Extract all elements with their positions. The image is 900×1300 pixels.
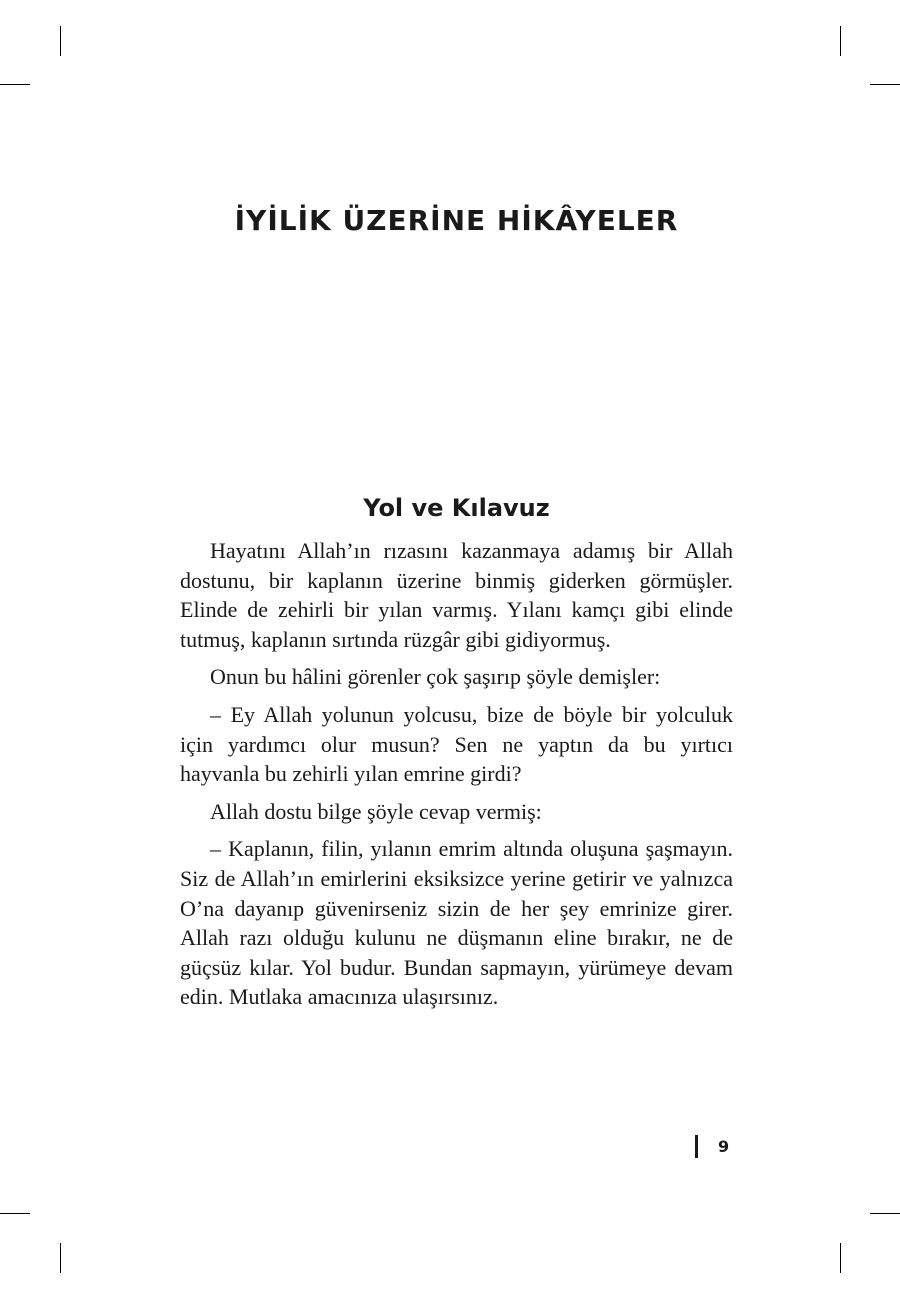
page-number: 9 bbox=[718, 1137, 730, 1156]
crop-mark-bottom-right-horizontal bbox=[870, 1213, 900, 1214]
story-paragraph: – Kaplanın, filin, yılanın emrim altında oluşuna şaşmayın. Siz de Allah’ın emirlerini eksiksizce yerine getirir ve yalnızca O’na dayanıp güvenirseniz sizin de her şey emrinize girer. Allah razı olduğu kulunu ne düşmanın eline bırakır, ne de güçsüz kılar. Yol budur. Bundan sapmayın, yürümeye devam edin. Mutlaka amacınıza ulaşırsınız. bbox=[180, 836, 733, 1010]
crop-mark-bottom-left-horizontal bbox=[0, 1213, 30, 1214]
story-body bbox=[180, 536, 733, 1020]
story-paragraph: – Ey Allah yolunun yolcusu, bize de böyle bir yolculuk için yardımcı olur musun? Sen ne yaptın da bu yırtıcı hayvanla bu zehirli yılan emrine girdi? bbox=[180, 701, 733, 787]
crop-mark-top-left-horizontal bbox=[0, 84, 30, 85]
folio-rule bbox=[695, 1135, 698, 1158]
page-folio bbox=[695, 1135, 729, 1158]
crop-mark-top-right-vertical bbox=[840, 26, 841, 56]
book-title: İYİLİK ÜZERİNE HİKÂYELER bbox=[234, 204, 679, 237]
story-title: Yol ve Kılavuz bbox=[363, 494, 550, 522]
crop-mark-bottom-left-vertical bbox=[60, 1243, 61, 1273]
crop-mark-top-right-horizontal bbox=[870, 84, 900, 85]
story-paragraph: Onun bu hâlini görenler çok şaşırıp şöyle demişler: bbox=[210, 664, 661, 690]
crop-mark-bottom-right-vertical bbox=[840, 1243, 841, 1273]
crop-mark-top-left-vertical bbox=[60, 26, 61, 56]
story-paragraph: Allah dostu bilge şöyle cevap vermiş: bbox=[210, 798, 542, 824]
story-paragraph: Hayatını Allah’ın rızasını kazanmaya adamış bir Allah dostunu, bir kaplanın üzerine binmiş giderken görmüşler. Elinde de zehirli bir yılan varmış. Yılanı kamçı gibi elinde tutmuş, kaplanın sırtında rüzgâr gibi gidiyormuş. bbox=[180, 538, 733, 652]
